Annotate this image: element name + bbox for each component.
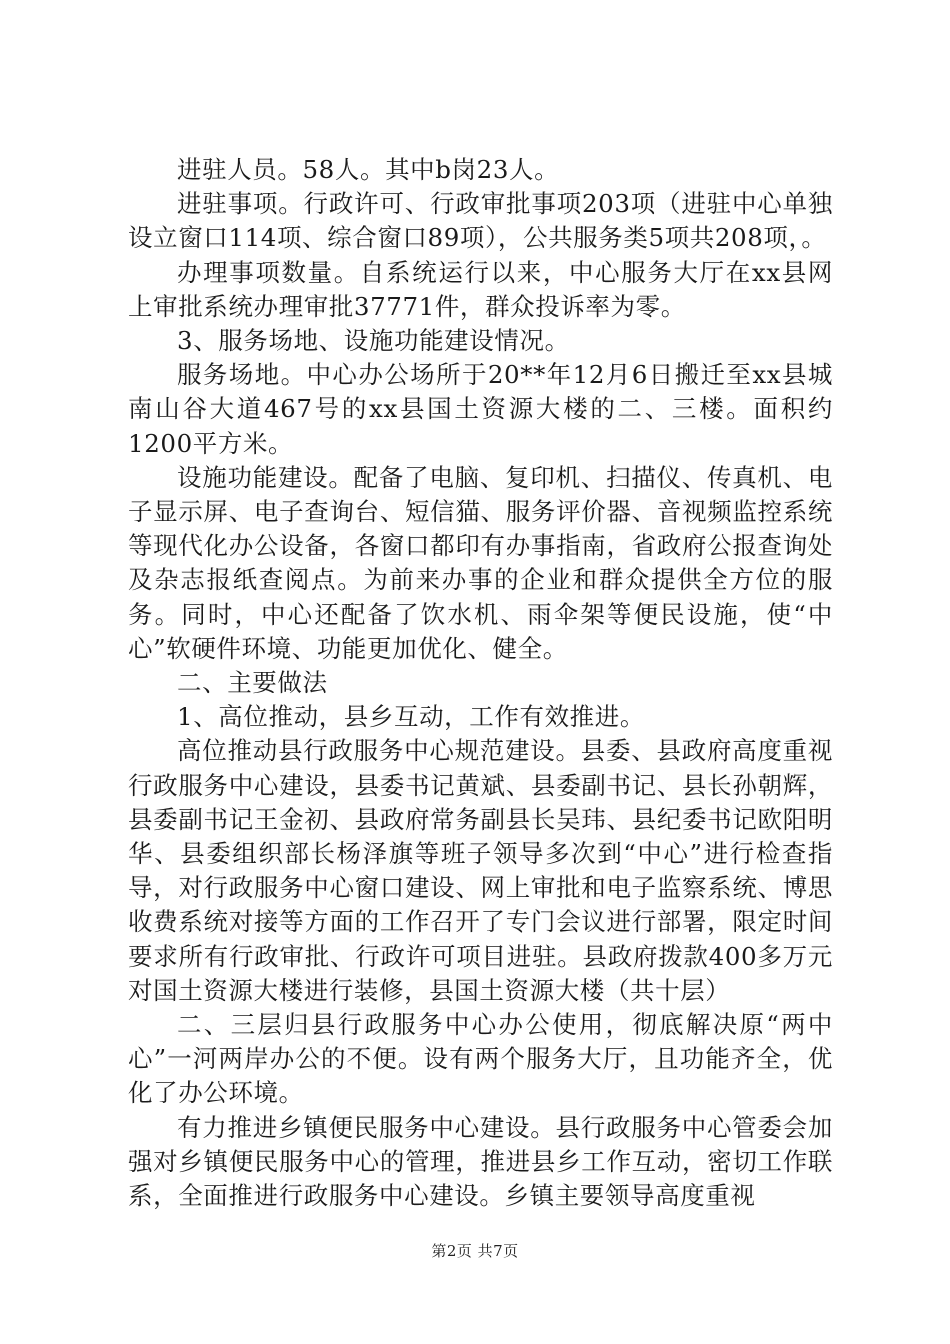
- paragraph-venue: 服务场地。中心办公场所于20**年12月6日搬迁至xx县城南山谷大道467号的xx县国土资源大楼的二、三楼。面积约1200平方米。: [128, 360, 833, 458]
- paragraph-items: 进驻事项。行政许可、行政审批事项203项（进驻中心单独设立窗口114项、综合窗口89项），公共服务类5项共208项，。: [128, 189, 833, 253]
- heading-main-practices: 二、主要做法: [177, 668, 328, 698]
- paragraph-section-3-heading: 3、服务场地、设施功能建设情况。: [177, 326, 570, 356]
- heading-subsection-1: 1、高位推动，县乡互动，工作有效推进。: [177, 702, 645, 732]
- paragraph-facilities: 设施功能建设。配备了电脑、复印机、扫描仪、传真机、电子显示屏、电子查询台、短信猫、服务评价器、音视频监控系统等现代化办公设备，各窗口都印有办事指南，省政府公报查询处及杂志报纸查阅点。为前来办事的企业和群众提供全方位的服务。同时，中心还配备了饮水机、雨伞架等便民设施，使“中心”软硬件环境、功能更加优化、健全。: [128, 462, 833, 663]
- paragraph-high-level-promotion: 高位推动县行政服务中心规范建设。县委、县政府高度重视行政服务中心建设，县委书记黄斌、县委副书记、县长孙朝辉，县委副书记王金初、县政府常务副县长吴玮、县纪委书记欧阳明华、县委组织部长杨泽旗等班子领导多次到“中心”进行检查指导，对行政服务中心窗口建设、网上审批和电子监察系统、博思收费系统对接等方面的工作召开了专门会议进行部署，限定时间要求所有行政审批、行政许可项目进驻。县政府拨款400多万元对国土资源大楼进行装修，县国土资源大楼（共十层）: [128, 736, 833, 1005]
- paragraph-personnel: 进驻人员。58人。其中b岗23人。: [177, 155, 560, 184]
- paragraph-township-centers: 有力推进乡镇便民服务中心建设。县行政服务中心管委会加强对乡镇便民服务中心的管理，推进县乡工作互动，密切工作联系，全面推进行政服务中心建设。乡镇主要领导高度重视: [128, 1112, 833, 1211]
- page-number-footer: 第2页 共7页: [431, 1242, 519, 1260]
- paragraph-processing-count: 办理事项数量。自系统运行以来，中心服务大厅在xx县网上审批系统办理审批37771件，群众投诉率为零。: [128, 257, 833, 321]
- document-body: [128, 153, 833, 1213]
- paragraph-floors-usage: 二、三层归县行政服务中心办公使用，彻底解决原“两中心”一河两岸办公的不便。设有两个服务大厅，且功能齐全，优化了办公环境。: [128, 1010, 833, 1108]
